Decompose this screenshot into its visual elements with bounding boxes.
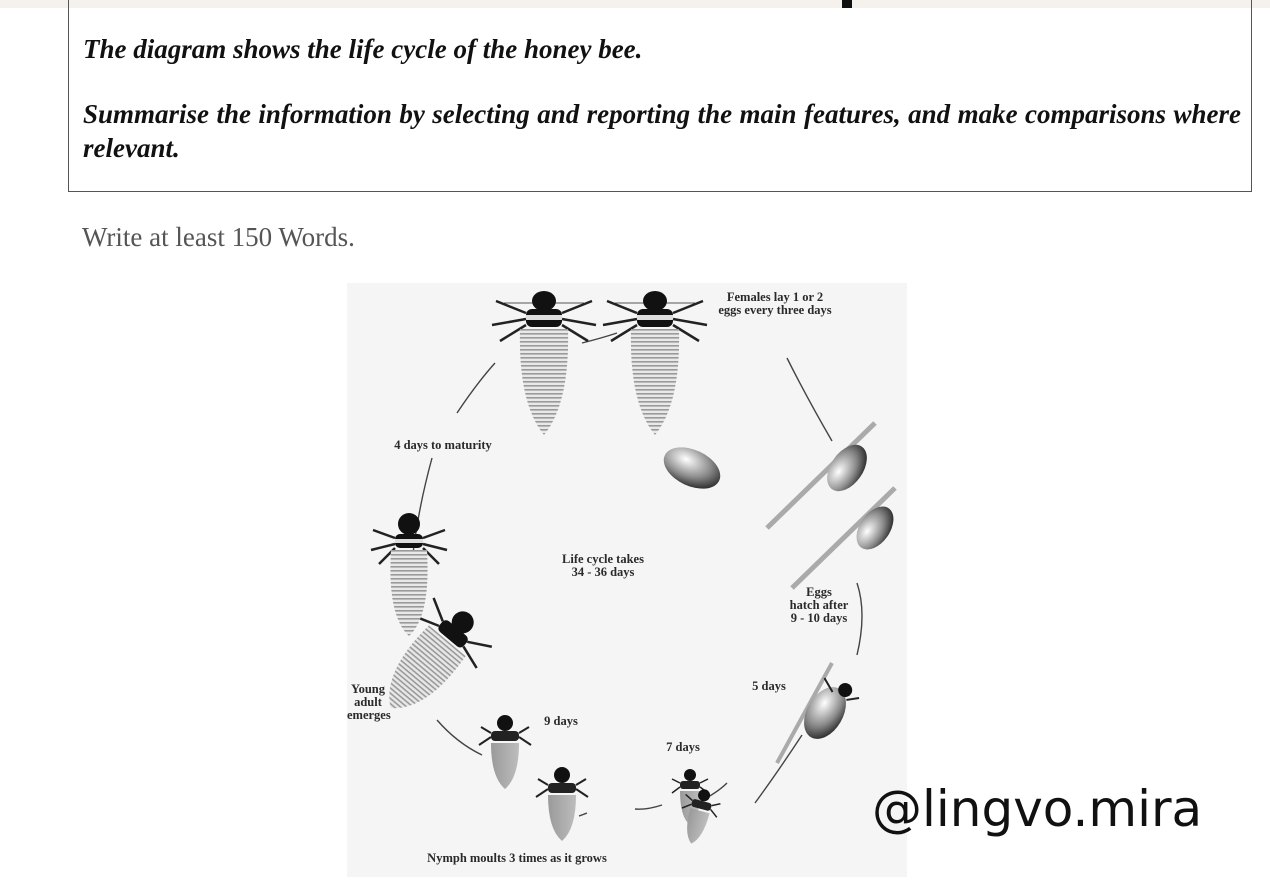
nymph-icon <box>536 767 588 841</box>
label-maturity: 4 days to maturity <box>394 438 492 452</box>
nymph-icon <box>479 715 531 789</box>
label-cycle-duration: Life cycle takes 34 - 36 days <box>562 552 644 579</box>
task-box <box>68 0 1252 192</box>
life-cycle-illustration <box>347 283 907 877</box>
label-females-lay: Females lay 1 or 2 eggs every three days <box>718 290 832 317</box>
task-instruction: Summarise the information by selecting and reporting the main features, and make comparisons where relevant. <box>83 99 1241 163</box>
label-five-days: 5 days <box>752 679 786 693</box>
task-prompt: The diagram shows the life cycle of the honey bee. <box>83 34 643 64</box>
label-seven-days: 7 days <box>666 740 700 754</box>
adult-bee-icon <box>492 291 596 435</box>
label-eggs-hatch: Eggs hatch after 9 - 10 days <box>789 585 849 625</box>
watermark: @lingvo.mira <box>872 780 1203 838</box>
label-young-adult: Young adult emerges <box>347 682 391 722</box>
label-nymph-moults: Nymph moults 3 times as it grows <box>427 851 607 865</box>
life-cycle-diagram <box>347 283 907 877</box>
word-count-instruction: Write at least 150 Words. <box>82 222 355 252</box>
label-nine-days: 9 days <box>544 714 578 728</box>
egg-icon <box>657 439 727 497</box>
young-adult-bee-icon <box>371 513 447 636</box>
